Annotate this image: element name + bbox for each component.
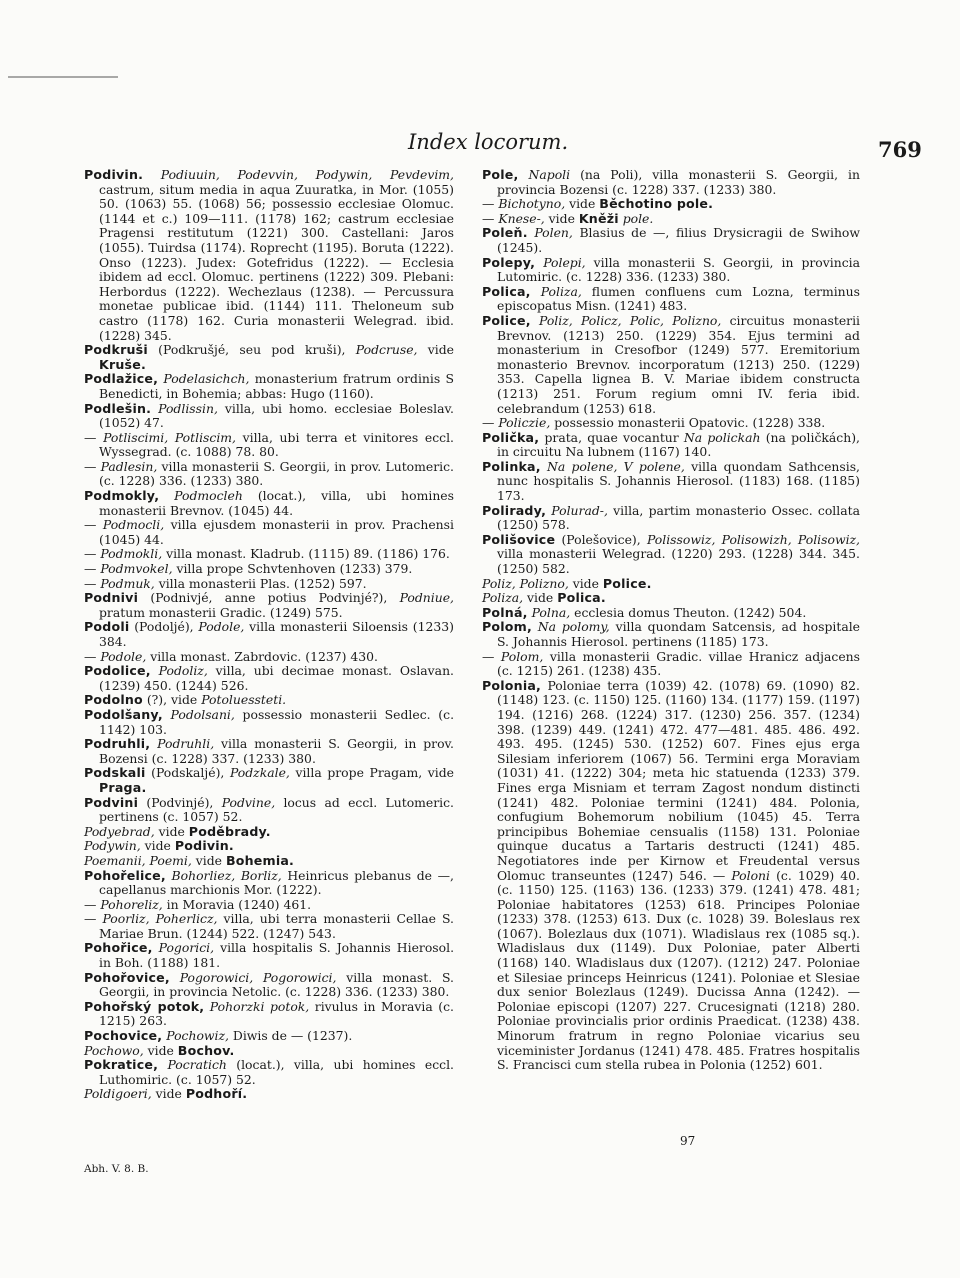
entry-latin-form: Podole,: [198, 619, 245, 635]
entry-latin-form: Pochowo,: [84, 1042, 144, 1058]
index-entry: [482, 504, 860, 533]
entry-headword: Pole,: [482, 167, 519, 182]
entry-headword: Podruhli,: [84, 736, 151, 752]
entry-latin-form: Podiuuin, Podevvin, Podywin, Pevdevim,: [143, 167, 454, 182]
index-entry: [84, 402, 454, 431]
entry-headword: Praga.: [99, 779, 147, 795]
entry-text: (locat.), villa, ubi homines eccl. Luthomiric. (c. 1057) 52.: [99, 1057, 454, 1087]
index-entry: [482, 577, 860, 592]
entry-latin-form: Podole,: [100, 648, 147, 664]
index-entry: [84, 1087, 454, 1102]
index-entry: [84, 796, 454, 825]
entry-text: vide: [143, 1042, 178, 1058]
sheet-number: 97: [680, 1134, 696, 1148]
entry-headword: Podhoří.: [185, 1086, 248, 1102]
entry-text: villa monast. Zabrdovic. (1237) 430.: [146, 648, 378, 664]
index-entry: [482, 679, 860, 1073]
entry-headword: Podmokly,: [84, 488, 160, 504]
entry-text: (c. 1029) 40. (c. 1150) 125. (1163) 136. (1233) 379. (1241) 478. 481; Poloniae habitatores (1253) 618. Principes Poloniae (1233) 378. (1253) 613. Dux (c. 1028) 39. Boleslaus rex (1067). Bolezlaus dux (1071). Wladislaus rex (1085 sq.). Wladislaus dux (1149). Dux Poloniae, pater Alberti (1168) 140. Wladislaus dux (1207). (1212) 247. Poloniae et Silesiae princeps Heinricus (1241). Poloniae et Slesiae dux senior Bolezlaus (1249). Ducissa Anna (1242). — Poloniae episcopi (1207) 227. Crucesignati (1218) 280. Poloniae provincialis prior ordinis Praedicat. (1238) 438. Minorum fratrum in regno Poloniae vicarius seu viceminister Jordanus (1241) 478. 485. Fratres hospitalis S. Francisci cum stella rubea in Polonia (1252) 601.: [497, 867, 860, 1073]
index-entry: [84, 708, 454, 737]
index-entry: [84, 562, 454, 577]
entry-text: possessio monasterii Opatovic. (1228) 338.: [550, 415, 826, 431]
entry-text: villa quondam Satcensis, ad hospitale S. Johannis Hierosol. pertinens (1185) 173.: [497, 619, 860, 649]
entry-latin-form: Podoliz,: [150, 663, 208, 679]
entry-text: —: [84, 896, 101, 912]
entry-latin-form: Podcruse,: [355, 342, 418, 358]
entry-latin-form: Polurad-,: [546, 502, 608, 518]
entry-text: vide: [191, 852, 226, 868]
entry-headword: Podolno: [84, 692, 143, 708]
index-entry: [482, 650, 860, 679]
entry-text: Heinricus plebanus de —, capellanus marchionis Mor. (1222).: [99, 867, 454, 898]
entry-text: —: [482, 415, 499, 431]
entry-text: villa monasterii Siloensis (1233) 384.: [99, 619, 454, 649]
entry-text: vide: [523, 590, 558, 606]
entry-text: villa hospitalis S. Johannis Hierosol. in Boh. (1188) 181.: [99, 940, 455, 971]
entry-latin-form: Podlissin,: [151, 400, 218, 416]
entry-latin-form: Potoluessteti.: [201, 692, 287, 708]
entry-headword: Pokratice,: [84, 1057, 159, 1073]
running-head: Index locorum.: [408, 130, 569, 154]
entry-text: villa ejusdem monasterii in prov. Prachensi (1045) 44.: [99, 517, 454, 547]
index-entry: [84, 1029, 454, 1044]
index-entry: [482, 460, 860, 504]
entry-text: villa quondam Sathcensis, nunc hospitalis S. Johannis Hierosol. (1183) 168. (1185) 173.: [497, 458, 860, 504]
entry-text: prata, quae vocantur: [539, 429, 684, 445]
index-entry: [482, 285, 860, 314]
entry-headword: Běchotino pole.: [599, 196, 714, 212]
entry-latin-form: Pocratich: [158, 1057, 227, 1073]
index-entry: [482, 226, 860, 255]
entry-latin-form: Poliz, Polizno,: [482, 575, 569, 591]
entry-headword: Poděbrady.: [188, 823, 271, 839]
entry-text: —: [84, 575, 101, 591]
entry-latin-form: Poliza,: [530, 283, 582, 299]
entry-text: pratum monasterii Gradic. (1249) 575.: [99, 604, 343, 620]
entry-latin-form: Polen,: [527, 225, 573, 241]
entry-text: (?), vide: [142, 692, 202, 708]
entry-latin-form: Pohoreliz,: [100, 896, 163, 912]
index-entry: [482, 591, 860, 606]
entry-text: villa monast. S. Georgii, in provincia Netolic. (c. 1228) 336. (1233) 380.: [99, 969, 454, 1000]
entry-headword: Polirady,: [482, 502, 547, 518]
entry-latin-form: Poemanii, Poemi,: [84, 852, 192, 868]
entry-latin-form: Potliscimi, Potliscim,: [103, 429, 236, 445]
entry-latin-form: Podmocli,: [102, 517, 165, 533]
entry-headword: Polonia,: [482, 677, 542, 693]
entry-headword: Pochovice,: [84, 1028, 163, 1044]
entry-text: (na poličkách), in circuitu Na lubnem (1167) 140.: [497, 429, 860, 460]
entry-headword: Police,: [482, 312, 531, 328]
entry-text: —: [482, 196, 499, 212]
entry-text: (Podvinjé),: [138, 794, 222, 810]
entry-latin-form: Podzkale,: [229, 765, 290, 781]
index-entry: [84, 971, 454, 1000]
entry-headword: Podlešin.: [84, 400, 152, 416]
entry-text: —: [482, 210, 499, 226]
index-entry: [84, 168, 454, 343]
entry-headword: Polepy,: [482, 254, 536, 270]
entry-text: —: [482, 648, 501, 664]
entry-text: (locat.), villa, ubi homines monasterii Brevnov. (1045) 44.: [99, 488, 454, 518]
index-entry: [84, 431, 454, 460]
index-entry: [84, 869, 454, 898]
entry-text: villa monasterii Plas. (1252) 597.: [154, 575, 367, 591]
entry-headword: Polica.: [557, 590, 606, 606]
entry-latin-form: Pogorowici, Pogorowici,: [169, 969, 337, 985]
entry-headword: Pohořelice,: [84, 867, 166, 883]
entry-text: —: [84, 546, 101, 562]
entry-text: villa, ubi decimae monast. Oslavan. (1239) 450. (1244) 526.: [99, 663, 454, 693]
index-entry: [84, 650, 454, 665]
entry-headword: Podkruši: [84, 342, 148, 358]
entry-headword: Podskali: [84, 765, 146, 781]
entry-text: villa monasterii S. Georgii, in provincia Lutomiric. (c. 1228) 336. (1233) 380.: [497, 254, 860, 285]
entry-text: villa monasterii S. Georgii, in prov. Bozensi (c. 1228) 337. (1233) 380.: [99, 736, 454, 766]
index-entry: [84, 591, 454, 620]
entry-latin-form: Pohorzki potok,: [204, 998, 310, 1014]
entry-headword: Podivin.: [174, 838, 234, 854]
entry-headword: Polička,: [482, 429, 540, 445]
entry-latin-form: Podruhli,: [150, 736, 215, 752]
entry-latin-form: Polna,: [527, 604, 571, 620]
entry-latin-form: Podmocleh: [159, 488, 243, 504]
index-entry: [84, 460, 454, 489]
entry-text: Diwis de — (1237).: [228, 1028, 353, 1044]
entry-latin-form: Podniue,: [399, 590, 454, 606]
entry-latin-form: Policzie,: [498, 415, 551, 431]
entry-latin-form: Podmokli,: [100, 546, 163, 562]
entry-headword: Podoli: [84, 619, 130, 635]
entry-latin-form: pole.: [618, 210, 654, 226]
entry-latin-form: Napoli: [518, 167, 571, 182]
entry-latin-form: Polissowiz, Polisowizh, Polisowiz,: [646, 531, 860, 547]
entry-latin-form: Polepi,: [535, 254, 586, 270]
entry-text: (na Poli), villa monasterii S. Georgii, in provincia Bozensi (c. 1228) 337. (1233) 380.: [497, 167, 860, 197]
entry-headword: Kněži: [578, 210, 619, 226]
entry-text: —: [84, 648, 101, 664]
index-entry: [84, 1044, 454, 1059]
entry-text: vide: [140, 838, 175, 854]
index-entry: [482, 533, 860, 577]
entry-headword: Police.: [602, 575, 652, 591]
entry-text: villa, ubi terra et vinitores eccl. Wyssegrad. (c. 1088) 78. 80.: [99, 429, 454, 460]
entry-latin-form: Bohorliez, Borliz,: [165, 867, 282, 883]
entry-headword: Kruše.: [99, 356, 146, 372]
entry-text: possessio monasterii Sedlec. (c. 1142) 103.: [99, 706, 455, 737]
index-entry: [482, 314, 860, 416]
entry-text: vide: [151, 1086, 186, 1102]
entry-latin-form: Poldigoeri,: [84, 1086, 152, 1102]
index-entry: [84, 489, 454, 518]
entry-headword: Bochov.: [177, 1042, 235, 1058]
entry-text: villa monast. Kladrub. (1115) 89. (1186) 176.: [162, 546, 450, 562]
entry-text: Blasius de —, filius Drysicragii de Swihow (1245).: [497, 225, 860, 255]
entry-text: flumen confluens cum Lozna, terminus episcopatus Misn. (1241) 483.: [497, 283, 860, 314]
index-entry: [84, 898, 454, 913]
entry-text: villa, ubi homo. ecclesiae Boleslav. (1052) 47.: [99, 400, 454, 431]
entry-text: —: [84, 458, 101, 474]
index-entry: [84, 1000, 454, 1029]
entry-latin-form: Poorliz, Poherlicz,: [102, 911, 218, 927]
entry-text: —: [84, 517, 103, 533]
entry-latin-form: Na polomy,: [531, 619, 610, 635]
scan-artifact-line: [8, 76, 118, 78]
page-number: 769: [878, 137, 922, 162]
entry-latin-form: Polom,: [500, 648, 544, 664]
entry-text: (Podoljé),: [129, 619, 199, 635]
entry-latin-form: Podyebrad,: [84, 823, 155, 839]
index-entry: [84, 664, 454, 693]
index-entry: [482, 212, 860, 227]
entry-text: monasterium fratrum ordinis S Benedicti, in Bohemia; abbas: Hugo (1160).: [99, 371, 454, 401]
entry-headword: Podvini: [84, 794, 139, 810]
index-entry: [482, 620, 860, 649]
entry-text: in Moravia (1240) 461.: [162, 896, 312, 912]
entry-text: locus ad eccl. Lutomeric. pertinens (c. 1057) 52.: [99, 794, 455, 825]
entry-latin-form: Poliza,: [482, 590, 524, 606]
entry-text: villa prope Schvtenhoven (1233) 379.: [172, 561, 413, 577]
index-entry: [84, 620, 454, 649]
entry-headword: Polišovice: [482, 531, 556, 547]
entry-text: villa monasterii S. Georgii, in prov. Lutomeric. (c. 1228) 336. (1233) 380.: [99, 458, 454, 489]
entry-text: villa, ubi terra monasterii Cellae S. Mariae Brun. (1244) 522. (1247) 543.: [99, 911, 454, 941]
index-entry: [84, 766, 454, 795]
entry-text: vide: [565, 196, 600, 212]
index-entry: [84, 912, 454, 941]
entry-text: —: [84, 429, 104, 445]
entry-latin-form: Knese-,: [498, 210, 545, 226]
index-entry: [482, 416, 860, 431]
index-entry: [84, 577, 454, 592]
entry-latin-form: Padlesin,: [100, 458, 158, 474]
index-entry: [84, 737, 454, 766]
entry-latin-form: Poliz, Policz, Polic, Polizno,: [530, 312, 722, 328]
entry-headword: Podnivi: [84, 590, 139, 606]
index-entry: [482, 168, 860, 197]
entry-latin-form: Na polene, V polene,: [540, 458, 685, 474]
entry-latin-form: Podywin,: [84, 838, 141, 854]
entry-text: vide: [568, 575, 603, 591]
entry-latin-form: Poloni: [731, 867, 771, 883]
entry-text: (Podnivjé, anne potius Podvinjé?),: [138, 590, 400, 606]
index-entry: [482, 256, 860, 285]
entry-latin-form: Bichotyno,: [498, 196, 566, 212]
entry-latin-form: Na polickah: [683, 429, 761, 445]
entry-text: (Podkrušjé, seu pod kruši),: [147, 342, 356, 358]
index-entry: [84, 693, 454, 708]
entry-text: vide: [154, 823, 189, 839]
entry-text: ecclesia domus Theuton. (1242) 504.: [570, 604, 807, 620]
entry-headword: Pohořice,: [84, 940, 153, 956]
entry-text: vide: [417, 342, 455, 358]
entry-headword: Polná,: [482, 604, 528, 620]
index-entry: [84, 1058, 454, 1087]
entry-headword: Polica,: [482, 283, 531, 299]
entry-latin-form: Podvine,: [221, 794, 276, 810]
index-entry: [84, 854, 454, 869]
entry-latin-form: Podmvokel,: [100, 561, 173, 577]
entry-headword: Podlažice,: [84, 371, 159, 387]
entry-text: castrum, situm media in aqua Zuuratka, in Mor. (1055) 50. (1063) 55. (1068) 56; possessio ecclesiae Olomuc. (1144 et c.) 109—111. (1178) 162; castrum ecclesiae Pragensi restitutum (1221) 300. Castellani: Jaros (1055). Tuirdsa (1174). Roprecht (1195). Boruta (1222). Onso (1223). Judex: Gotefridus (1222). — Ecclesia ibidem ad eccl. Olomuc. pertinens (1222) 309. Plebani: Herbordus (1222). Wechezlaus (1238). — Percussura monetae publicae ibid. (1144) 111. Theloneum sub castro (1178) 162. Curia monasterii Welegrad. ibid. (1228) 345.: [99, 181, 454, 343]
entry-text: Poloniae terra (1039) 42. (1078) 69. (1090) 82. (1148) 123. (c. 1150) 125. (1160) 134. (1177) 159. (1197) 194. (1216) 268. (1224) 317. (1230) 256. 357. (1234) 398. (1239) 449. (1241) 472. 477—481. 485. 486. 492. 493. 495. (1245) 530. (1252) 607. Fines ejus erga Silesiam inferiorem (1067) 56. Termini erga Moraviam (1031) 41. (1222) 304; meta hic statuenda (1233) 379. Fines erga Misniam et terram Zagost nondum distincti (1241) 482. Poloniae termini (1241) 484. Polonia, confugium Bohemorum nobilium (1045) 45. Terra principibus Bohemiae censualis (1158) 131. Poloniae quinque ducatus a Tartaris destructi (1241) 485. Negotiatores inde per Kirnow et Freudental versus Olomuc transeuntes (1247) 546. —: [497, 677, 860, 883]
entry-headword: Podolice,: [84, 663, 151, 679]
right-column: [482, 168, 860, 1073]
index-entry: [84, 547, 454, 562]
entry-text: villa monasterii Welegrad. (1220) 293. (1228) 344. 345. (1250) 582.: [497, 546, 860, 577]
entry-headword: Polinka,: [482, 458, 541, 474]
entry-text: villa prope Pragam, vide: [289, 765, 454, 781]
signature-mark: Abh. V. 8. B.: [84, 1163, 149, 1175]
entry-headword: Polom,: [482, 619, 532, 635]
left-column: [84, 168, 454, 1102]
index-entry: [84, 941, 454, 970]
entry-text: circuitus monasterii Brevnov. (1213) 250. (1229) 354. Ejus termini ad monasterium in Cresofbor (1249) 577. Eremitorium monasterio Brevnov. incorporatum (1213) 250. (1229) 353. Capella lignea B. V. Mariae ibidem constructa (1213) 251. Forum regium omni IV. feria ibid. celebrandum (1253) 618.: [497, 312, 861, 416]
entry-text: villa, partim monasterio Ossec. collata (1250) 578.: [497, 502, 860, 533]
index-entry: [84, 372, 454, 401]
entry-latin-form: Pogorici,: [152, 940, 215, 956]
entry-headword: Poleň.: [482, 225, 528, 241]
entry-headword: Pohořský potok,: [84, 998, 205, 1014]
entry-headword: Pohořovice,: [84, 969, 170, 985]
entry-text: vide: [544, 210, 579, 226]
index-entry: [84, 839, 454, 854]
entry-latin-form: Podelasichch,: [158, 371, 250, 387]
entry-text: (Polešovice),: [555, 531, 647, 547]
index-entry: [84, 343, 454, 372]
index-entry: [482, 197, 860, 212]
index-entry: [482, 431, 860, 460]
entry-latin-form: Pochowiz,: [162, 1028, 229, 1044]
entry-headword: Podivin.: [84, 167, 144, 182]
entry-text: rivulus in Moravia (c. 1215) 263.: [99, 998, 454, 1029]
entry-headword: Podolšany,: [84, 706, 163, 722]
entry-text: —: [84, 561, 101, 577]
index-entry: [84, 518, 454, 547]
entry-text: (Podskaljé),: [145, 765, 230, 781]
entry-latin-form: Podmuk,: [100, 575, 155, 591]
entry-latin-form: Podolsani,: [162, 706, 235, 722]
entry-text: villa monasterii Gradic. villae Hranicz adjacens (c. 1215) 261. (1238) 435.: [497, 648, 860, 679]
entry-text: —: [84, 911, 103, 927]
index-entry: [482, 606, 860, 621]
index-entry: [84, 825, 454, 840]
entry-headword: Bohemia.: [225, 852, 295, 868]
